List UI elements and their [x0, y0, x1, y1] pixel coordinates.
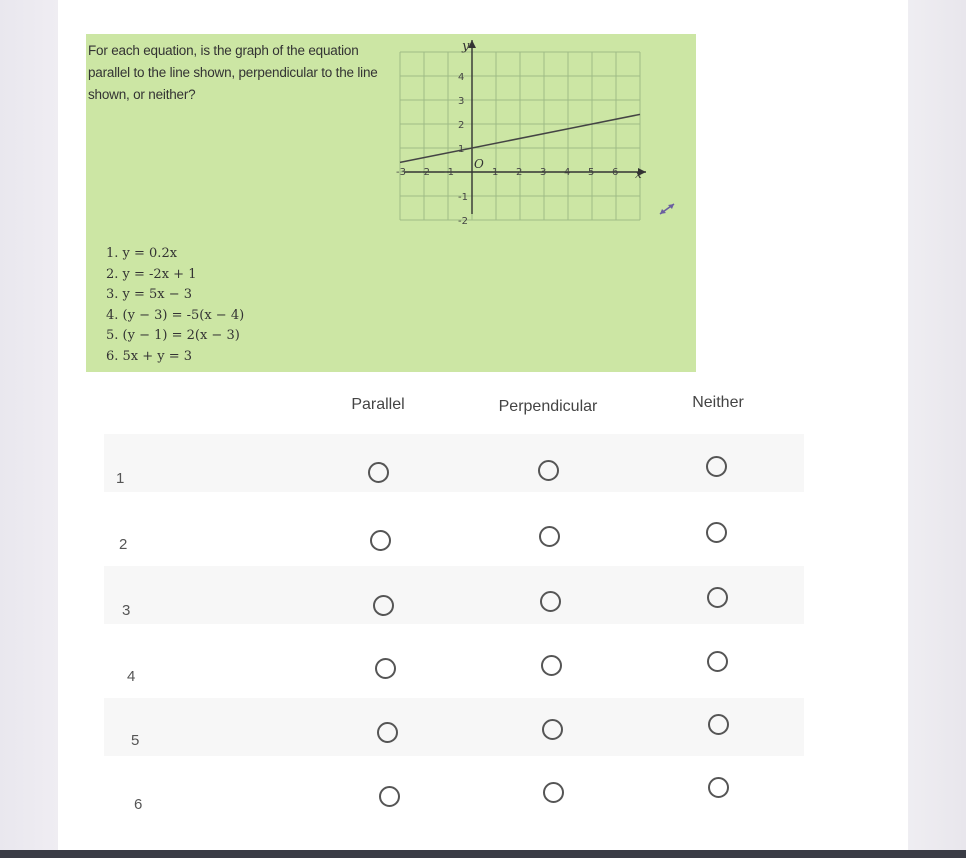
origin-label: O: [474, 157, 484, 171]
x-axis-label: x: [635, 167, 642, 181]
y-tick-label: 2: [458, 120, 465, 131]
equation-list: [106, 244, 326, 367]
x-tick-label: 2: [516, 167, 523, 178]
column-header-perpendicular: Perpendicular: [498, 398, 598, 415]
row-label-3: 3: [122, 602, 131, 619]
radio-row3-neither[interactable]: [707, 587, 728, 608]
y-tick-label: -2: [458, 216, 468, 227]
coordinate-graph: [396, 36, 650, 227]
question-prompt: For each equation, is the graph of the equation parallel to the line shown, perpendicular to the line shown, or neither?: [88, 43, 378, 102]
y-tick-label: 3: [458, 96, 465, 107]
column-header-parallel: Parallel: [351, 396, 405, 413]
radio-row6-parallel[interactable]: [379, 786, 400, 807]
y-tick-label: -1: [458, 192, 468, 203]
radio-row5-perpendicular[interactable]: [542, 719, 563, 740]
expand-arrows-icon[interactable]: [656, 200, 678, 218]
column-header-neither: Neither: [692, 394, 744, 411]
table-row: [104, 434, 804, 492]
radio-row2-neither[interactable]: [706, 522, 727, 543]
x-tick-label: -1: [444, 167, 454, 178]
graph-tick-labels: [396, 72, 618, 227]
x-tick-label: 3: [540, 167, 547, 178]
row-label-6: 6: [134, 796, 143, 813]
radio-row2-perpendicular[interactable]: [539, 526, 560, 547]
equation-5: 5. (y − 1) = 2(x − 3): [106, 328, 240, 343]
graph-grid: [400, 52, 640, 220]
row-label-2: 2: [119, 536, 128, 553]
x-tick-label: -3: [396, 167, 406, 178]
radio-row1-neither[interactable]: [706, 456, 727, 477]
equation-6: 6. 5x + y = 3: [106, 348, 193, 364]
radio-row6-neither[interactable]: [708, 777, 729, 798]
equation-2: 2. y = -2x + 1: [106, 266, 197, 282]
equation-1: 1. y = 0.2x: [106, 246, 178, 261]
radio-row5-neither[interactable]: [708, 714, 729, 735]
radio-row5-parallel[interactable]: [377, 722, 398, 743]
y-axis-label: y: [462, 39, 470, 54]
x-tick-label: -2: [420, 167, 430, 178]
radio-row3-perpendicular[interactable]: [540, 591, 561, 612]
radio-row1-parallel[interactable]: [368, 462, 389, 483]
row-label-4: 4: [127, 668, 136, 685]
row-label-1: 1: [116, 470, 125, 487]
row-label-5: 5: [131, 732, 140, 749]
y-tick-label: 4: [458, 72, 465, 83]
screen-bezel: [0, 850, 966, 858]
radio-row3-parallel[interactable]: [373, 595, 394, 616]
radio-row4-neither[interactable]: [707, 651, 728, 672]
equation-3: 3. y = 5x − 3: [106, 287, 193, 302]
graph-axes: [404, 40, 646, 214]
table-row: [104, 698, 804, 756]
table-row: [104, 566, 804, 624]
radio-row4-perpendicular[interactable]: [541, 655, 562, 676]
x-tick-label: 5: [588, 167, 595, 178]
radio-row1-perpendicular[interactable]: [538, 460, 559, 481]
x-tick-label: 4: [564, 167, 571, 178]
x-tick-label: 1: [492, 167, 499, 178]
radio-row4-parallel[interactable]: [375, 658, 396, 679]
equation-4: 4. (y − 3) = -5(x − 4): [106, 307, 245, 323]
y-tick-label: 1: [458, 144, 465, 155]
radio-row2-parallel[interactable]: [370, 530, 391, 551]
radio-row6-perpendicular[interactable]: [543, 782, 564, 803]
x-tick-label: 6: [612, 167, 619, 178]
